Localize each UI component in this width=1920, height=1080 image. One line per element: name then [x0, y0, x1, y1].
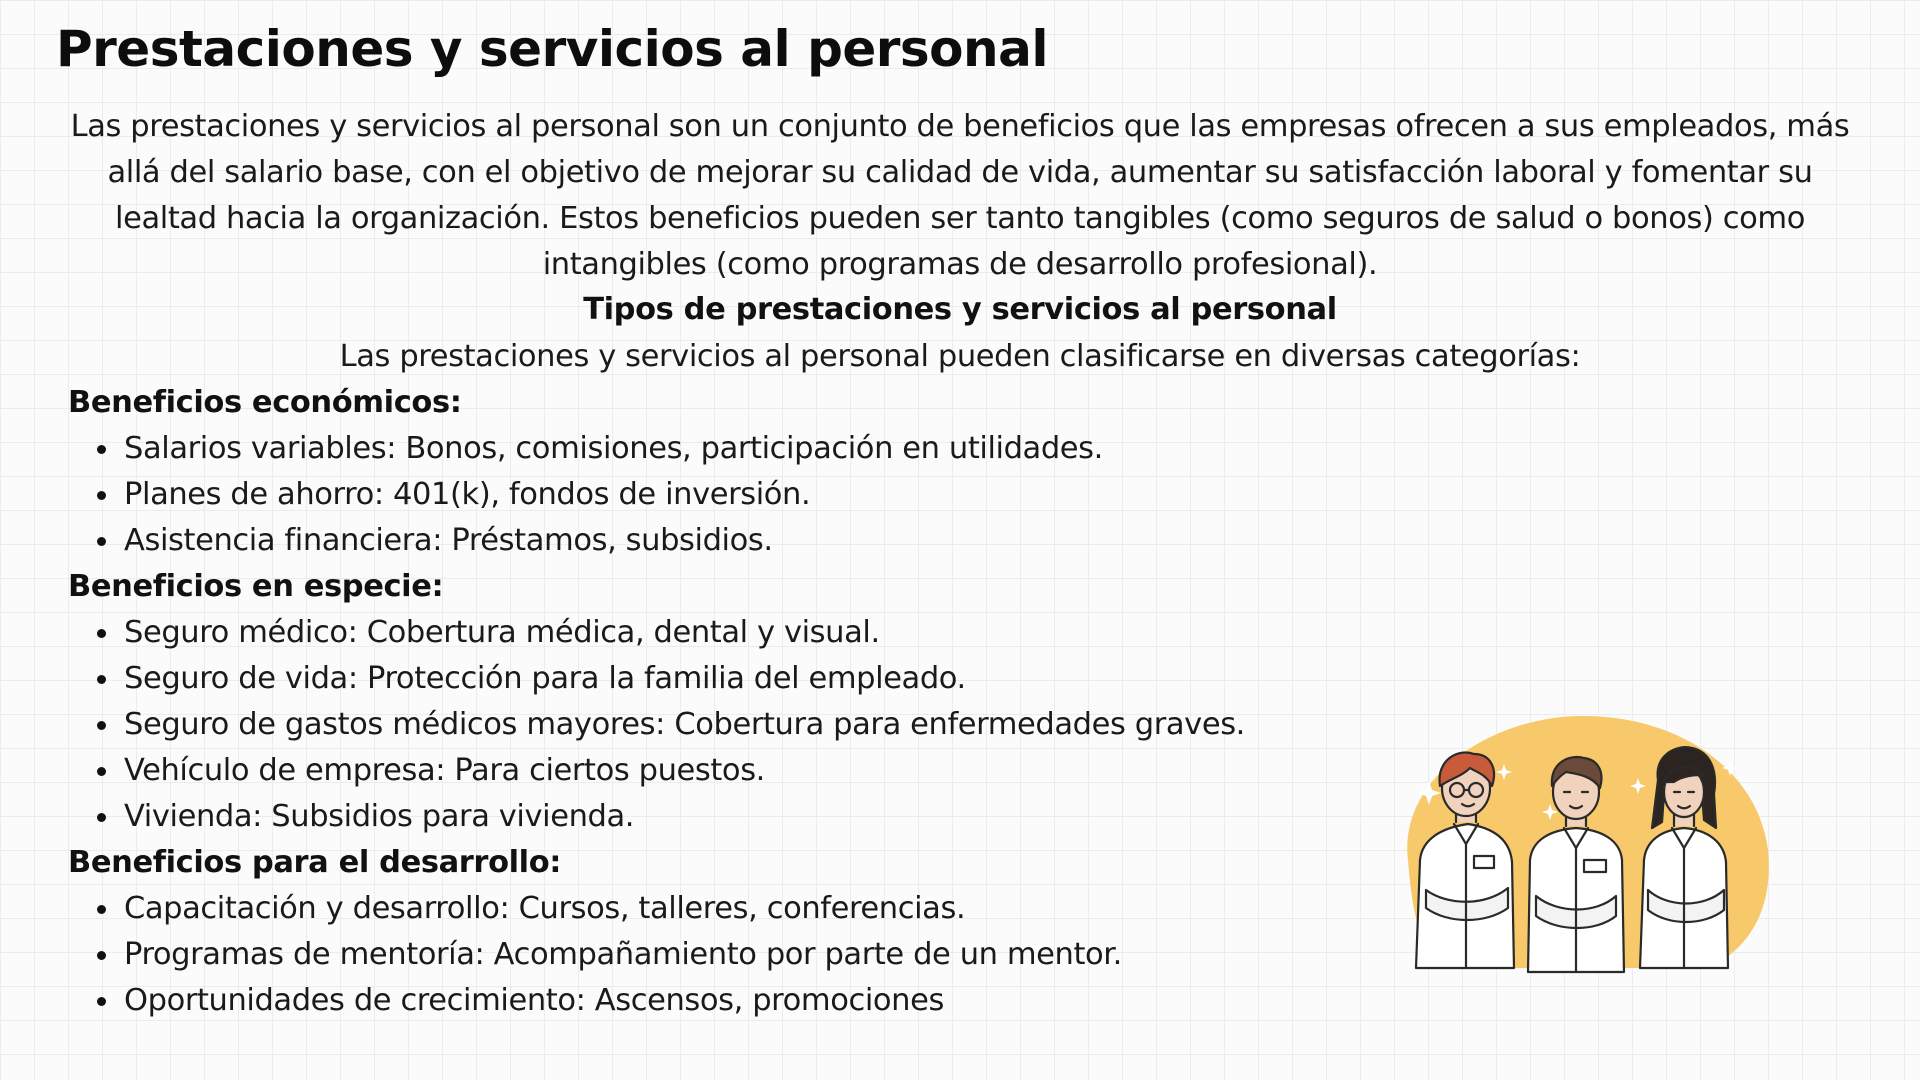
list-item: Capacitación y desarrollo: Cursos, talleres, conferencias. [124, 886, 1368, 932]
section-in-kind [68, 564, 1368, 840]
three-employees-illustration [1378, 710, 1774, 976]
benefit-list [68, 610, 1368, 840]
list-item: Vehículo de empresa: Para ciertos puestos. [124, 748, 1368, 794]
list-item: Planes de ahorro: 401(k), fondos de inversión. [124, 472, 1368, 518]
section-development [68, 840, 1368, 1024]
intro-paragraph: Las prestaciones y servicios al personal son un conjunto de beneficios que las empresas ofrecen a sus empleados, más allá del salario base, con el objetivo de mejorar su calidad de vida, aumentar su satisfacción laboral y fomentar su lealtad hacia la organización. Estos beneficios pueden ser tanto tangibles (como seguros de salud o bonos) como intangibles (como programas de desarrollo profesional). [70, 109, 1850, 282]
benefit-list [68, 886, 1368, 1024]
list-item: Vivienda: Subsidios para vivienda. [124, 794, 1368, 840]
list-item: Asistencia financiera: Préstamos, subsidios. [124, 518, 1368, 564]
section-heading: Beneficios para el desarrollo: [68, 845, 562, 880]
benefit-list [68, 426, 1368, 564]
list-item: Seguro médico: Cobertura médica, dental y visual. [124, 610, 1368, 656]
categories-intro: Las prestaciones y servicios al personal pueden clasificarse en diversas categorías: [339, 339, 1581, 374]
list-item: Oportunidades de crecimiento: Ascensos, promociones [124, 978, 1368, 1024]
list-item: Seguro de gastos médicos mayores: Cobertura para enfermedades graves. [124, 702, 1368, 748]
slide-title: Prestaciones y servicios al personal [56, 20, 1049, 78]
section-heading: Beneficios económicos: [68, 385, 462, 420]
list-item: Programas de mentoría: Acompañamiento por parte de un mentor. [124, 932, 1368, 978]
section-economic [68, 380, 1368, 564]
section-subtitle: Tipos de prestaciones y servicios al personal [583, 292, 1337, 327]
benefit-sections [68, 380, 1368, 1024]
list-item: Salarios variables: Bonos, comisiones, participación en utilidades. [124, 426, 1368, 472]
section-heading: Beneficios en especie: [68, 569, 444, 604]
list-item: Seguro de vida: Protección para la familia del empleado. [124, 656, 1368, 702]
